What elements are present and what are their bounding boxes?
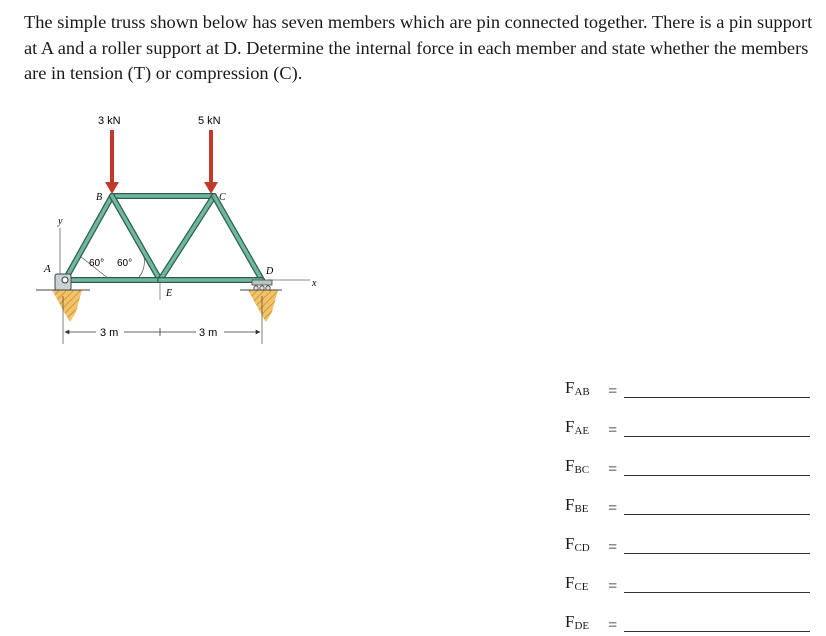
dimension-label-2: 3 m [199,327,218,339]
load-c-label: 5 kN [198,115,221,127]
joint-c-label: C [219,192,226,203]
answer-row-ab [565,363,810,402]
answer-label-be: $F_{BE}$ [565,495,589,515]
load-b-label: 3 kN [98,115,121,127]
problem-statement: The simple truss shown below has seven members which are pin connected together. There is a pin support at A and a roller support at D. Determine the internal force in each member and state whether the members are in tension (T) or compression (C). [24,12,813,83]
answer-row-de [565,597,810,636]
answer-blank-ab[interactable] [624,379,810,398]
answer-row-cd [565,519,810,558]
answer-blank-cd[interactable] [624,535,810,554]
dimension-label-1: 3 m [100,327,119,339]
answer-label-ce: $F_{CE}$ [565,573,589,593]
load-b [98,115,121,194]
equals-sign: = [608,578,618,595]
roller-support-d [252,280,272,290]
equals-sign: = [608,422,618,439]
answer-row-ce [565,558,810,597]
answer-label-cd: $F_{CD}$ [565,534,590,554]
answer-blank-be[interactable] [624,496,810,515]
y-axis-label: y [58,216,63,227]
equals-sign: = [608,500,618,517]
answer-blank-de[interactable] [624,613,810,632]
answer-label-bc: $F_{BC}$ [565,456,590,476]
truss-figure [30,100,340,355]
joint-e-label: E [166,288,173,299]
dimension-lines [63,296,262,344]
pin-support-a [55,274,71,290]
angle-label-1: 60° [89,258,105,269]
answer-label-ab: $F_{AB}$ [565,378,590,398]
equals-sign: = [608,383,618,400]
truss-diagram [30,100,340,355]
joint-a-label: A [44,263,51,275]
answer-blank-ae[interactable] [624,418,810,437]
angle-annotations [80,256,144,278]
equals-sign: = [608,461,618,478]
answer-label-ae: $F_{AE}$ [565,417,590,437]
answer-label-de: $F_{DE}$ [565,612,590,632]
x-axis-label: x [312,278,317,289]
answer-row-bc [565,441,810,480]
answer-blank-bc[interactable] [624,457,810,476]
joint-d-label: D [266,266,274,277]
angle-label-2: 60° [117,258,133,269]
equals-sign: = [608,617,618,634]
load-c [198,115,221,194]
answer-blank-ce[interactable] [624,574,810,593]
joint-b-label: B [96,192,103,203]
support-ground-d [240,290,282,322]
answer-list [565,363,810,636]
equals-sign: = [608,539,618,556]
answer-row-ae [565,402,810,441]
answer-row-be [565,480,810,519]
